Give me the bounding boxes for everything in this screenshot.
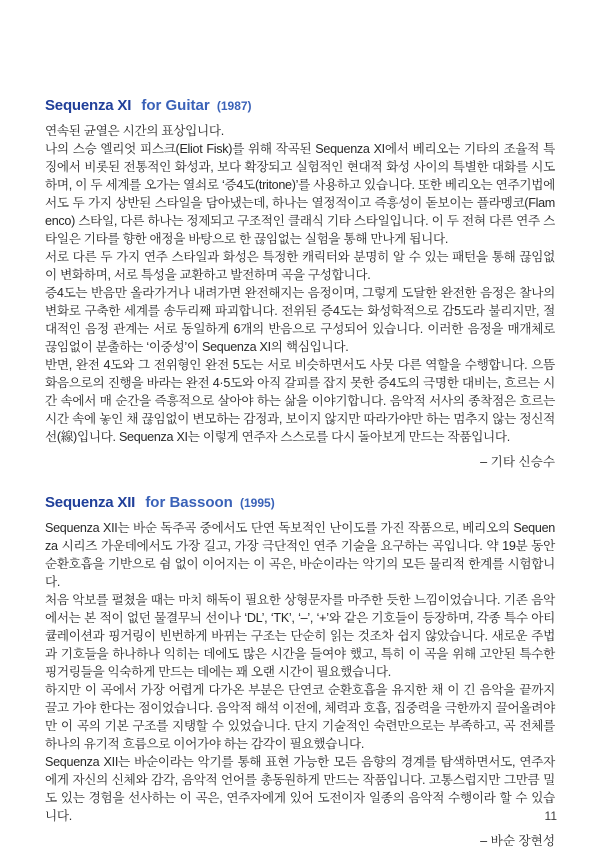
- section-title-sequenza-xii: [45, 494, 555, 512]
- paragraph: 증4도는 반음만 올라가거나 내려가면 완전해지는 음정이며, 그렇게 도달한 완전한 음정은 찰나의 변화로 구축한 세계를 송두리째 파괴합니다. 전위된 증4도는 화성학적으로 감5도라 불리지만, 절대적인 음정 관계는 서로 동일하게 6개의 반음으로 구성되어 있습니다. 이러한 음정을 매개체로 끊임없이 분출하는 ‘이중성’이 Sequenza XI의 핵심입니다.: [45, 286, 555, 354]
- attribution-bassoonist: – 바순 장현성: [480, 834, 555, 848]
- work-title: Sequenza XI: [45, 97, 132, 114]
- section-sequenza-xi: [45, 97, 555, 471]
- paragraph: Sequenza XII는 바순이라는 악기를 통해 표현 가능한 모든 음향의 경계를 탐색하면서도, 연주자에게 자신의 신체와 감각, 음악적 언어를 총동원하게 만드는 작품입니다. 고통스럽지만 그만큼 밀도 있는 경험을 선사하는 이 곡은, 연주자에게 있어 도전이자 일종의 음악적 수행이라 할 수 있습니다.: [45, 755, 555, 823]
- paragraph: 나의 스승 엘리엇 피스크(Eliot Fisk)를 위해 작곡된 Sequenza XI에서 베리오는 기타의 조율적 특징에서 비롯된 전통적인 화성과, 보다 확장되고 실험적인 현대적 화성 사이의 특별한 대화를 시도하며, 이 두 세계를 오가는 열쇠로 ‘증4도(tritone)’를 사용하고 있습니다. 또한 베리오는 연주기법에서도 두 가지 상반된 스타일을 담아냈는데, 하나는 열정적이고 즉흥성이 돋보이는 플라멩코(Flamenco) 스타일, 다른 하나는 정제되고 구조적인 클래식 기타 스타일입니다. 이 두 전혀 다른 연주 스타일은 기타를 향한 애정을 바탕으로 한 끊임없는 실험을 통해 만나게 됩니다.: [45, 142, 555, 246]
- paragraph: 연속된 균열은 시간의 표상입니다.: [45, 124, 224, 138]
- work-year: (1987): [216, 99, 252, 113]
- paragraph: 처음 악보를 펼쳤을 때는 마치 해독이 필요한 상형문자를 마주한 듯한 느낌이었습니다. 기존 음악에서는 본 적이 없던 물결무늬 선이나 ‘DL’, ‘TK’, ‘–’, ‘+’와 같은 기호들이 등장하며, 각종 특수 아티큘레이션과 핑거링이 빈번하게 바뀌는 구조는 단순히 읽는 것조차 쉽지 않았습니다. 새로운 주법과 기호들을 하나하나 익히는 데에도 많은 시간을 들여야 했고, 특히 이 곡을 위해 고안된 특수한 핑거링들을 익숙하게 만드는 데에는 꽤 오랜 시간이 필요했습니다.: [45, 593, 555, 679]
- paragraph: 하지만 이 곡에서 가장 어렵게 다가온 부분은 단연코 순환호흡을 유지한 채 이 긴 음악을 끝까지 끌고 가야 한다는 점이었습니다. 음악적 해석 이전에, 체력과 호흡, 집중력을 극한까지 끌어올려야만 이 곡의 기본 구조를 지탱할 수 있었습니다. 단지 기술적인 숙련만으로는 부족하고, 곡 전체를 하나의 유기적 흐름으로 이어가야 하는 감각이 필요했습니다.: [45, 683, 555, 751]
- paragraph: 반면, 완전 4도와 그 전위형인 완전 5도는 서로 비슷하면서도 사뭇 다른 역할을 수행합니다. 으뜸화음으로의 진행을 바라는 완전 4·5도와 아직 갈피를 잡지 못한 증4도의 극명한 대비는, 흐르는 시간 속에서 매 순간을 즉흥적으로 살아야 하는 삶을 이야기합니다. 음악적 서사의 종착점은 흐르는 시간 속에 놓인 채 끊임없이 변모하는 감정과, 보이지 않지만 따라가야만 하는 멈추지 않는 정신적 선(線)입니다. Sequenza XI는 이렇게 연주자 스스로를 다시 돌아보게 만드는 작품입니다.: [45, 358, 555, 444]
- work-instrument: for Bassoon: [145, 494, 233, 511]
- work-title: Sequenza XII: [45, 494, 136, 511]
- section-title-sequenza-xi: [45, 97, 555, 115]
- work-instrument: for Guitar: [141, 97, 210, 114]
- section-body: [45, 519, 555, 825]
- paragraph: 서로 다른 두 가지 연주 스타일과 화성은 특정한 캐릭터와 분명히 알 수 있는 패턴을 통해 끊임없이 변화하며, 서로 특성을 교환하고 발전하며 곡을 구성합니다.: [45, 250, 555, 282]
- page-number: 11: [544, 809, 557, 823]
- section-body: [45, 122, 555, 446]
- work-year: (1995): [240, 496, 275, 510]
- section-sequenza-xii: [45, 494, 555, 850]
- paragraph: Sequenza XII는 바순 독주곡 중에서도 단연 독보적인 난이도를 가진 작품으로, 베리오의 Sequenza 시리즈 가운데에서도 가장 길고, 가장 극단적인 연주 기술을 요구하는 곡입니다. 약 19분 동안 순환호흡을 기반으로 쉼 없이 이어지는 이 곡은, 바순이라는 악기의 모든 물리적 한계를 시험합니다.: [45, 521, 555, 589]
- attribution-guitarist: – 기타 신승수: [480, 455, 555, 469]
